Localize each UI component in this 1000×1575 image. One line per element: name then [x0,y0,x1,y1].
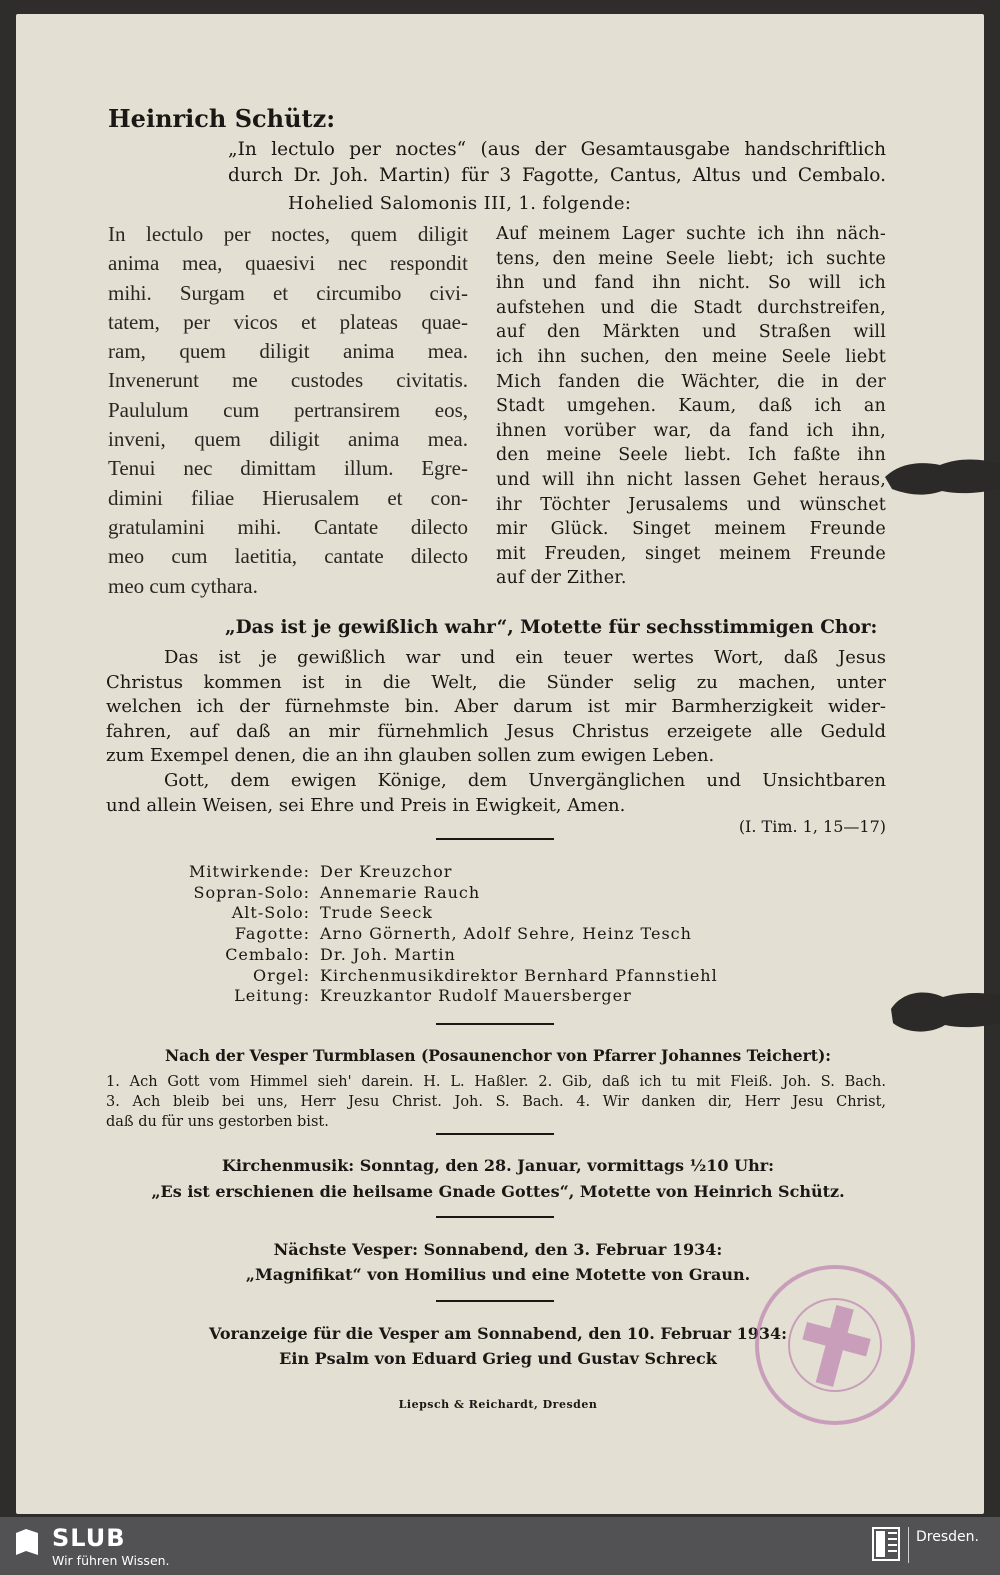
damage-blot [891,993,1000,1032]
credit-role: Leitung: [234,986,310,1006]
work2-line: fahren, auf daß an mir fürnehmlich Jesus Christus erzeigete alle Geduld [106,720,886,742]
german-line: Mich fanden die Wächter, die in der [496,371,886,392]
divider [436,1133,554,1135]
work2-line: Gott, dem ewigen Könige, dem Unvergänglichen und Unsichtbaren [164,769,886,791]
footer-tagline: Wir führen Wissen. [52,1553,170,1568]
credit-role: Fagotte: [234,924,310,944]
footer-brand: SLUB [52,1524,126,1552]
divider [436,1300,554,1302]
credit-row [130,862,718,883]
work1-title-line: „In lectulo per noctes“ (aus der Gesamtausgabe handschriftlich [228,139,886,160]
latin-text [108,220,468,601]
german-line: den meine Seele liebt. Ich faßte ihn [496,445,886,466]
work2-line: welchen ich der fürnehmste bin. Aber darum ist mir Barmherzigkeit wider- [106,696,886,718]
paper-damage-upper [880,445,1000,505]
german-line: auf der Zither. [496,568,627,589]
divider [436,1023,554,1025]
german-line: ich ihn suchen, den meine Seele liebt [496,346,886,367]
german-text [496,222,886,591]
credit-role: Mitwirkende: [189,862,310,881]
german-line: mir Glück. Singet meinem Freunde [496,519,886,540]
divider [436,1216,554,1218]
german-line: ihr Töchter Jerusalems und wünschet [496,494,886,515]
crest-left-field [876,1531,885,1557]
credit-role: Orgel: [253,965,310,985]
footer-divider [908,1527,909,1563]
credit-row [130,986,718,1007]
crest-stripes [888,1533,897,1551]
german-line: tens, den meine Seele liebt; ich suchte [496,248,886,269]
after-vesper-heading: Nach der Vesper Turmblasen (Posaunenchor von Pfarrer Johannes Teichert): [164,1046,832,1065]
footer-city: Dresden. [916,1529,979,1545]
after-vesper-list [106,1072,886,1132]
german-line: mit Freuden, singet meinem Freunde [496,543,886,564]
latin-line: meo cum cythara. [108,573,258,598]
german-line: Auf meinem Lager suchte ich ihn näch- [496,224,886,244]
work2-text [106,646,886,818]
after-vesper-line: daß du für uns gestorben bist. [106,1114,329,1130]
credit-name: Kirchenmusikdirektor Bernhard Pfannstiehl [320,965,718,985]
work1-title-line: durch Dr. Joh. Martin) für 3 Fagotte, Cantus, Altus und Cembalo. [228,165,886,186]
church-music-piece: „Es ist erschienen die heilsame Gnade Gottes“, Motette von Heinrich Schütz. [151,1182,845,1201]
dresden-crest-icon [872,1527,900,1561]
after-vesper-line: 1. Ach Gott vom Himmel sieh' darein. H. L. Haßler. 2. Gib, daß ich tu mit Fleiß. Joh. S. Bach. [106,1074,886,1090]
credit-name: Arno Görnerth, Adolf Sehre, Heinz Tesch [320,924,692,944]
latin-line: In lectulo per noctes, quem diligit [108,222,468,246]
church-stamp [752,1262,918,1428]
credit-name: Dr. Joh. Martin [320,944,456,964]
preview-date: Voranzeige für die Vesper am Sonnabend, den 10. Februar 1934: [208,1324,788,1343]
credit-row [130,924,718,945]
latin-line: gratulamini mihi. Cantate dilecto [108,514,468,539]
credit-name: Trude Seeck [320,903,433,923]
after-vesper-line: 3. Ach bleib bei uns, Herr Jesu Christ. Joh. S. Bach. 4. Wir danken dir, Herr Jesu Christ, [106,1094,886,1110]
latin-line: dimini filiae Hierusalem et con- [108,485,468,510]
scripture-reference: (I. Tim. 1, 15—17) [738,817,886,836]
credit-row [130,883,718,904]
preview-program: Ein Psalm von Eduard Grieg und Gustav Schreck [279,1349,717,1368]
work2-line: Das ist je gewißlich war und ein teuer wertes Wort, daß Jesus [164,647,886,668]
latin-line: Tenui nec dimittam illum. Egre- [108,456,468,481]
german-line: und will ihn nicht lassen Gehet heraus, [496,469,886,490]
paper-damage-lower [885,983,1000,1038]
german-line: ihn und fand ihn nicht. So will ich [496,273,886,294]
latin-line: tatem, per vicos et plateas quae- [108,309,468,334]
next-vesper-date: Nächste Vesper: Sonnabend, den 3. Februar 1934: [273,1240,723,1259]
work1-source: Hohelied Salomonis III, 1. folgende: [288,193,632,214]
work2-line: Christus kommen ist in die Welt, die Sünder selig zu machen, unter [106,671,886,693]
credits-list [130,862,718,1007]
latin-line: inveni, quem diligit anima mea. [108,427,468,452]
footer-bar [0,1517,1000,1575]
credit-name: Annemarie Rauch [320,882,481,902]
credit-name: Kreuzkantor Rudolf Mauersberger [320,986,632,1006]
printer-imprint: Liepsch & Reichardt, Dresden [398,1398,598,1411]
credit-role: Cembalo: [225,944,310,964]
next-vesper-program: „Magnifikat“ von Homilius und eine Motette von Graun. [245,1265,751,1284]
latin-line: anima mea, quaesivi nec respondit [108,251,468,276]
latin-line: Invenerunt me custodes civitatis. [108,368,468,393]
work1-title [228,137,886,189]
church-music-date: Kirchenmusik: Sonntag, den 28. Januar, vormittags ½10 Uhr: [221,1156,775,1175]
work2-title: „Das ist je gewißlich wahr“, Motette für sechsstimmigen Chor: [225,617,878,638]
german-line: aufstehen und die Stadt durchstreifen, [496,297,886,318]
divider [436,838,554,840]
latin-line: mihi. Surgam et circumibo civi- [108,280,468,305]
german-line: ihnen vorüber war, da fand ich ihn, [496,420,886,441]
german-line: Stadt umgehen. Kaum, daß ich an [496,396,886,417]
credit-row [130,945,718,966]
latin-line: Paululum cum pertransirem eos, [108,397,468,422]
german-line: auf den Märkten und Straßen will [496,322,886,343]
composer-heading: Heinrich Schütz: [108,104,336,133]
slub-logo-icon [14,1527,40,1557]
logo-shape [16,1529,38,1555]
work2-line: und allein Weisen, sei Ehre und Preis in Ewigkeit, Amen. [106,794,626,816]
damage-blot [885,460,1000,495]
credit-role: Alt-Solo: [231,903,310,923]
credit-row [130,966,718,987]
latin-line: ram, quem diligit anima mea. [108,339,468,364]
work2-line: zum Exempel denen, die an ihn glauben sollen zum ewigen Leben. [106,745,715,767]
credit-role: Sopran-Solo: [193,882,310,902]
credit-row [130,903,718,924]
latin-line: meo cum laetitia, cantate dilecto [108,544,468,569]
credit-name: Der Kreuzchor [320,862,453,881]
